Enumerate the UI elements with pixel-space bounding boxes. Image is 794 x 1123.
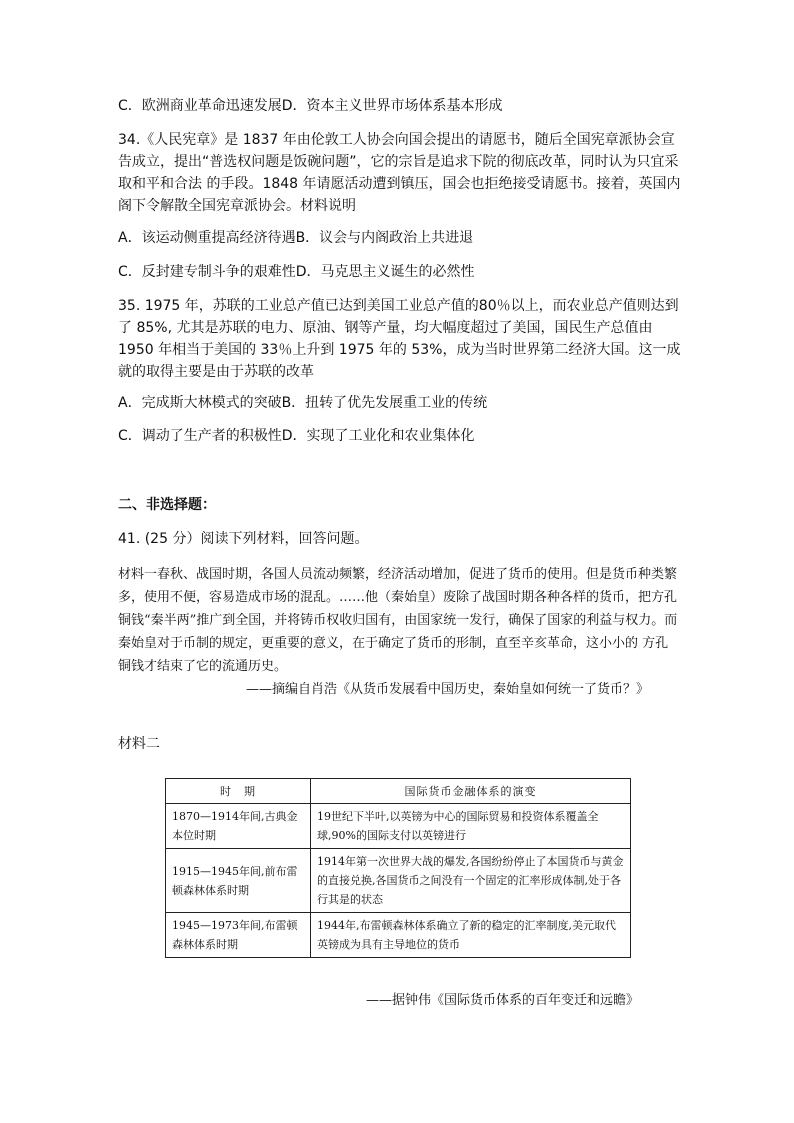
q34-stem: 34.《人民宪章》是 1837 年由伦敦工人协会向国会提出的请愿书，随后全国宪章派协会宣告成立，提出“普选权问题是饭碗问题”，它的宗旨是追求下院的彻底改革，同时认为只宜采取和平和合法 的手段。1848 年请愿活动遭到镇压，国会也拒绝接受请愿书。接着，英国内阁下令解散全国宪章派协会。材料说明 [118, 132, 681, 214]
section-heading: 二、非选择题： [118, 497, 216, 513]
table-cell-period: 1870—1914年间,古典金本位时期 [166, 804, 311, 849]
table-row [166, 804, 631, 849]
table-cell-evolution: 1914年第一次世界大战的爆发,各国纷纷停止了本国货币与黄金的直接兑换,各国货币之间没有一个固定的汇率形成体制,处于各行其是的状态 [311, 849, 631, 913]
q35-options-cd: C．调动了生产者的积极性D．实现了工业化和农业集体化 [118, 428, 475, 444]
q34-options-ab: A．该运动侧重提高经济待遇B．议会与内阁政治上共进退 [118, 230, 474, 246]
material2-label: 材料二 [118, 736, 160, 752]
currency-history-table [165, 778, 631, 958]
table-row [166, 849, 631, 913]
table-row [166, 913, 631, 958]
q33-options-cd: C．欧洲商业革命迅速发展D．资本主义世界市场体系基本形成 [118, 98, 503, 114]
material2-source: ——据钟伟《国际货币体系的百年变迁和远瞻》 [366, 993, 640, 1008]
table-cell-period: 1915—1945年间,前布雷顿森林体系时期 [166, 849, 311, 913]
table-cell-period: 1945—1973年间,布雷顿森林体系时期 [166, 913, 311, 958]
table-cell-evolution: 19世纪下半叶,以英镑为中心的国际贸易和投资体系覆盖全球,90%的国际支付以英镑进行 [311, 804, 631, 849]
material1-text: 材料一春秋、战国时期，各国人员流动频繁，经济活动增加，促进了货币的使用。但是货币种类繁多，使用不便，容易造成市场的混乱。……他（秦始皇）废除了战国时期各种各样的货币，把方孔铜钱“秦半两”推广到全国，并将铸币权收归国有，由国家统一发行，确保了国家的利益与权力。而秦始皇对于币制的规定，更重要的意义，在于确定了货币的形制，直至辛亥革命，这小小的 方孔铜钱才结束了它的流通历史。 [118, 567, 678, 674]
q34-options-cd: C．反封建专制斗争的艰难性D．马克思主义诞生的必然性 [118, 264, 475, 280]
q35-stem: 35. 1975 年，苏联的工业总产值已达到美国工业总产值的80％以上，而农业总产值则达到了 85%, 尤其是苏联的电力、原油、钢等产量，均大幅度超过了美国，国民生产总值由 1950 年相当于美国的 33％上升到 1975 年的 53%，成为当时世界第二经济大国。这一成就的取得主要是由于苏联的改革 [118, 298, 681, 380]
table-cell-evolution: 1944年,布雷顿森林体系确立了新的稳定的汇率制度,美元取代英镑成为具有主导地位的货币 [311, 913, 631, 958]
q35-options-ab: A．完成斯大林模式的突破B．扭转了优先发展重工业的传统 [118, 395, 488, 411]
q41-intro: 41. (25 分）阅读下列材料，回答问题。 [118, 531, 369, 547]
material1-source: ——摘编自肖浩《从货币发展看中国历史，秦始皇如何统一了货币？》 [246, 682, 650, 697]
table-header-period: 时 期 [166, 779, 311, 804]
table-header-row [166, 779, 631, 804]
table-header-evolution: 国际货币金融体系的演变 [311, 779, 631, 804]
